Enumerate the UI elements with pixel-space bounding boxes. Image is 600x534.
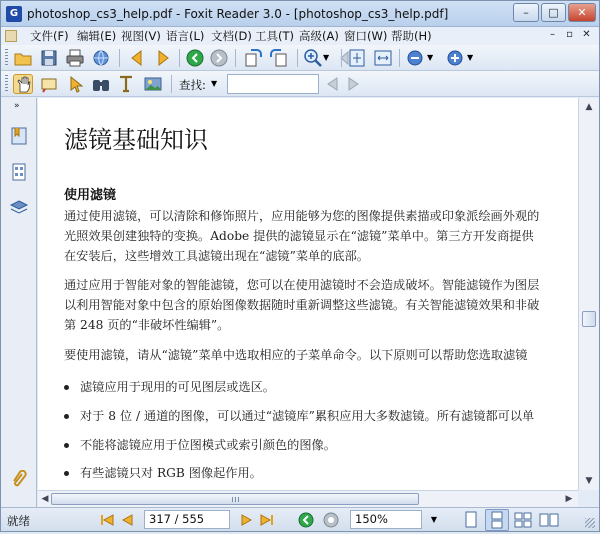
menu-help[interactable]: 帮助(H) (391, 29, 432, 43)
status-bar (1, 507, 599, 531)
mdi-restore-button[interactable]: ▫ (566, 29, 573, 40)
page-heading: 滤镜基础知识 (64, 126, 208, 154)
paragraph-line: 光照效果创建独特的变换。Adobe 提供的滤镜显示在“滤镜”菜单中。第三方开发商提供 (64, 229, 534, 243)
previous-page-icon[interactable] (127, 48, 147, 68)
menu-view[interactable]: 视图(V) (121, 29, 161, 43)
list-item-text: 滤镜应用于现用的可见图层或选区。 (80, 380, 275, 394)
first-page-icon[interactable] (98, 511, 116, 529)
page-number-input[interactable]: 317 / 555 (144, 510, 230, 529)
toolbar-separator (171, 75, 172, 93)
image-select-icon[interactable] (143, 74, 163, 94)
vertical-scrollbar[interactable] (578, 98, 599, 490)
document-icon[interactable] (5, 30, 17, 42)
toolbar-separator (297, 49, 298, 67)
list-item-text: 对于 8 位 / 通道的图像，可以通过“滤镜库”累积应用大多数滤镜。所有滤镜都可以单 (80, 409, 535, 423)
vertical-scroll-thumb[interactable] (582, 311, 596, 327)
find-previous-icon[interactable] (323, 74, 343, 94)
menu-edit[interactable]: 编辑(E) (77, 29, 117, 43)
bullet-icon (64, 385, 69, 390)
zoom-dropdown-icon[interactable]: ▼ (430, 515, 438, 524)
scrollbar-corner (578, 490, 599, 507)
email-globe-icon[interactable] (91, 48, 111, 68)
annotation-tool-icon[interactable] (39, 74, 59, 94)
toolbar-gripper[interactable] (5, 49, 8, 67)
menu-bar (1, 27, 599, 45)
zoom-in-tool-icon[interactable] (303, 48, 323, 68)
menu-document[interactable]: 文档(D) (211, 29, 252, 43)
paragraph-line: 通过应用于智能对象的智能滤镜，您可以在使用滤镜时不会造成破坏。智能滤镜作为图层 (64, 278, 540, 292)
open-icon[interactable] (13, 48, 33, 68)
section-heading: 使用滤镜 (64, 188, 117, 203)
minimize-button[interactable]: – (513, 3, 539, 22)
menu-language[interactable]: 语言(L) (166, 29, 205, 43)
tools-toolbar (1, 71, 599, 97)
zoom-in-icon[interactable] (445, 48, 465, 68)
paragraph-line: 在安装后，这些增效工具滤镜出现在“滤镜”菜单的底部。 (64, 249, 369, 263)
facing-view-icon[interactable] (511, 509, 535, 531)
scroll-up-icon[interactable]: ▲ (585, 102, 593, 112)
next-page-status-icon[interactable] (237, 511, 255, 529)
paragraph-line: 第 248 页的“非破坏性编辑”。 (64, 318, 230, 332)
last-page-icon[interactable] (258, 511, 276, 529)
attachments-paperclip-icon[interactable] (9, 470, 29, 490)
mdi-minimize-button[interactable]: – (550, 29, 555, 40)
print-icon[interactable] (65, 48, 85, 68)
find-input[interactable] (227, 74, 319, 94)
title-bar[interactable] (1, 1, 599, 27)
zoom-level-select[interactable]: 150% (350, 510, 422, 529)
zoom-tool-dropdown-icon[interactable]: ▼ (323, 53, 330, 62)
layers-panel-icon[interactable] (9, 198, 29, 218)
go-back-icon[interactable] (185, 48, 205, 68)
toolbar-separator (399, 49, 400, 67)
horizontal-scroll-thumb[interactable] (51, 493, 419, 505)
paragraph-line: 以利用智能对象中包含的原始图像数据随时重新调整这些滤镜。有关智能滤镜效果和非破 (64, 298, 540, 312)
menu-tools[interactable]: 工具(T) (255, 29, 294, 43)
toolbar-separator (179, 49, 180, 67)
next-page-icon[interactable] (153, 48, 173, 68)
binoculars-icon[interactable] (91, 74, 111, 94)
mdi-close-button[interactable]: ✕ (582, 29, 591, 40)
single-page-view-icon[interactable] (459, 509, 483, 531)
zoom-out-dropdown-icon[interactable]: ▼ (427, 53, 434, 62)
rotate-left-icon[interactable] (243, 48, 263, 68)
paragraph-2 (64, 275, 539, 335)
bullet-icon (64, 443, 69, 448)
scroll-grip-icon (232, 497, 240, 502)
horizontal-scrollbar[interactable] (38, 490, 578, 507)
main-toolbar (1, 45, 599, 71)
paragraph-line: 要使用滤镜，请从“滤镜”菜单中选取相应的子菜单命令。以下原则可以帮助您选取滤镜 (64, 348, 528, 362)
find-label: 查找: (179, 78, 206, 92)
menu-advanced[interactable]: 高级(A) (299, 29, 339, 43)
list-item-text: 有些滤镜只对 RGB 图像起作用。 (80, 466, 262, 480)
scroll-down-icon[interactable]: ▼ (585, 476, 593, 486)
foxit-app-icon: G (6, 6, 22, 22)
fit-page-icon[interactable] (347, 48, 367, 68)
select-arrow-icon[interactable] (65, 74, 85, 94)
toolbar-separator (119, 49, 120, 67)
rotate-right-icon[interactable] (269, 48, 289, 68)
paragraph-3 (64, 345, 527, 365)
continuous-view-icon[interactable] (485, 509, 509, 531)
paragraph-1 (64, 206, 539, 266)
list-item-text: 不能将滤镜应用于位图模式或索引颜色的图像。 (80, 438, 336, 452)
status-text: 就绪 (7, 514, 30, 528)
text-select-icon[interactable] (117, 74, 137, 94)
document-viewport[interactable] (38, 98, 578, 490)
status-forward-icon[interactable] (322, 511, 340, 529)
expand-panel-icon[interactable]: » (14, 101, 20, 111)
find-next-icon[interactable] (343, 74, 363, 94)
go-forward-icon[interactable] (209, 48, 229, 68)
save-icon[interactable] (39, 48, 59, 68)
zoom-out-icon[interactable] (405, 48, 425, 68)
resize-grip-icon[interactable] (585, 518, 595, 528)
window-title: photoshop_cs3_help.pdf - Foxit Reader 3.0 - [photoshop_cs3_help.pdf] (27, 7, 449, 21)
toolbar-gripper[interactable] (5, 75, 8, 93)
menu-file[interactable]: 文件(F) (30, 29, 69, 43)
bullet-icon (64, 471, 69, 476)
paragraph-line: 通过使用滤镜，可以清除和修饰照片，应用能够为您的图像提供素描或印象派绘画外观的 (64, 209, 540, 223)
continuous-facing-view-icon[interactable] (537, 509, 561, 531)
find-options-dropdown-icon[interactable]: ▼ (211, 79, 218, 88)
bullet-icon (64, 414, 69, 419)
toolbar-separator (235, 49, 236, 67)
status-back-icon[interactable] (297, 511, 315, 529)
scroll-left-icon[interactable]: ◀ (41, 494, 49, 504)
fit-width-icon[interactable] (373, 48, 393, 68)
hand-tool-icon[interactable] (13, 74, 33, 94)
pages-panel-icon[interactable] (9, 162, 29, 182)
prev-page-status-icon[interactable] (119, 511, 137, 529)
toolbar-separator (341, 49, 342, 67)
navigation-sidebar (1, 98, 37, 507)
maximize-button[interactable]: □ (541, 3, 566, 22)
zoom-in-dropdown-icon[interactable]: ▼ (467, 53, 474, 62)
bookmarks-panel-icon[interactable] (9, 126, 29, 146)
close-button[interactable]: ✕ (568, 3, 596, 22)
scroll-right-icon[interactable]: ▶ (565, 494, 573, 504)
menu-window[interactable]: 窗口(W) (344, 29, 388, 43)
